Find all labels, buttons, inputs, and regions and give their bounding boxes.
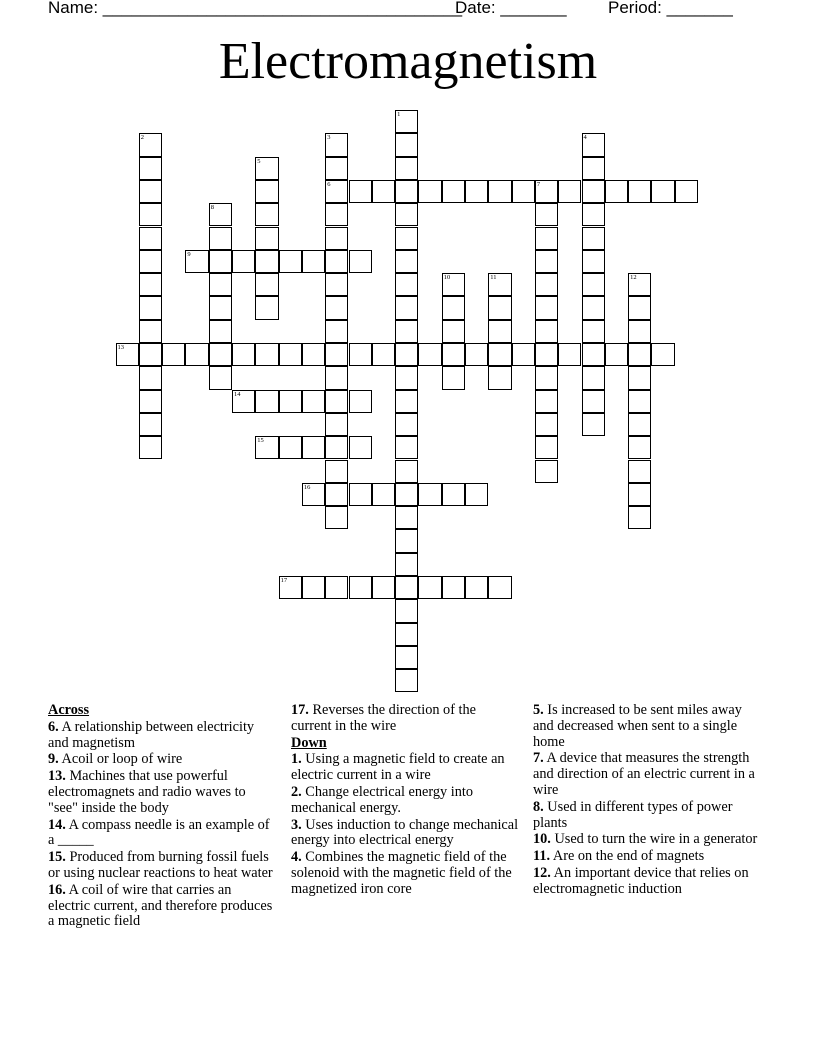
crossword-cell[interactable] [442,320,465,343]
crossword-cell[interactable] [302,390,325,413]
crossword-cell[interactable] [628,343,651,366]
clue-item [48,752,276,768]
clue-item [533,703,761,750]
crossword-cell[interactable] [209,203,232,226]
crossword-cell[interactable] [325,436,348,459]
crossword-cell[interactable] [535,460,558,483]
crossword-cell[interactable] [372,483,395,506]
crossword-cell[interactable] [325,250,348,273]
crossword-cell[interactable] [582,366,605,389]
down-clue-list-continued [533,703,761,898]
crossword-cell[interactable] [465,343,488,366]
crossword-cell[interactable] [488,320,511,343]
crossword-cell[interactable] [395,110,418,133]
clue-item [48,720,276,752]
clue-number: 2 [140,134,145,142]
crossword-cell[interactable] [465,483,488,506]
clue-item-text: Is increased to be sent miles away and decreased when sent to a single home [533,702,742,750]
crossword-cell[interactable] [325,390,348,413]
clue-item [533,832,761,848]
crossword-cell[interactable] [628,366,651,389]
clue-number: 13 [117,344,124,351]
crossword-cell[interactable] [302,436,325,459]
clue-item-text: A device that measures the strength and direction of an electric current in a wire [533,750,755,798]
crossword-cell[interactable] [628,460,651,483]
crossword-cell[interactable] [395,646,418,669]
clue-item [48,883,276,930]
crossword-cell[interactable] [418,343,441,366]
crossword-cell[interactable] [209,366,232,389]
clue-number: 6 [327,180,331,188]
clue-item-text: Produced from burning fossil fuels or using nuclear reactions to heat water [48,849,273,881]
crossword-cell[interactable] [418,180,441,203]
down-clue-list [291,752,519,897]
clue-column-2 [291,702,519,898]
crossword-cell[interactable] [255,157,278,180]
clue-item-text: A relationship between electricity and magnetism [48,718,255,751]
clue-item [533,849,761,865]
crossword-cell[interactable] [232,390,255,413]
crossword-cell[interactable] [325,343,348,366]
crossword-cell[interactable] [255,250,278,273]
crossword-cell[interactable] [582,203,605,226]
crossword-cell[interactable] [442,483,465,506]
clue-item-number: 14. [48,816,66,833]
clue-item-number: 6. [48,718,59,735]
crossword-cell[interactable] [582,227,605,250]
crossword-cell[interactable] [395,320,418,343]
crossword-cell[interactable] [116,343,139,366]
crossword-cell[interactable] [139,390,162,413]
crossword-cell[interactable] [488,180,511,203]
crossword-cell[interactable] [349,436,372,459]
clue-number: 12 [630,274,637,282]
crossword-cell[interactable] [232,343,255,366]
crossword-cell[interactable] [279,436,302,459]
clue-item-number: 1. [291,751,302,768]
crossword-cell[interactable] [325,203,348,226]
crossword-cell[interactable] [325,366,348,389]
crossword-cell[interactable] [558,180,581,203]
clue-item-number: 16. [48,881,66,898]
crossword-cell[interactable] [418,483,441,506]
clue-item-text: Used to turn the wire in a generator [550,831,758,848]
clue-number: 14 [234,390,241,398]
crossword-cell[interactable] [349,576,372,599]
crossword-cell[interactable] [628,180,651,203]
crossword-cell[interactable] [418,576,441,599]
crossword-cell[interactable] [279,250,302,273]
name-field[interactable]: Name: ______________________________________ [48,0,463,17]
crossword-cell[interactable] [325,133,348,156]
clue-number: 7 [536,180,541,188]
crossword-cell[interactable] [395,250,418,273]
clue-number: 3 [327,134,331,142]
crossword-cell[interactable] [325,227,348,250]
crossword-cell[interactable] [535,180,558,203]
clue-number: 4 [583,134,587,142]
crossword-cell[interactable] [372,180,395,203]
crossword-cell[interactable] [395,483,418,506]
clue-item-number: 17. [291,702,309,718]
crossword-cell[interactable] [325,180,348,203]
crossword-cell[interactable] [395,296,418,319]
crossword-cell[interactable] [349,390,372,413]
crossword-cell[interactable] [139,157,162,180]
clue-item-number: 11. [533,848,551,865]
crossword-cell[interactable] [605,343,628,366]
crossword-cell[interactable] [255,436,278,459]
clue-item-text: Acoil or loop of wire [58,751,183,768]
page-title: Electromagnetism [218,33,598,90]
crossword-cell[interactable] [139,203,162,226]
crossword-cell[interactable] [535,250,558,273]
crossword-cell[interactable] [651,180,674,203]
crossword-cell[interactable] [255,273,278,296]
across-clue-list-continued [291,703,519,735]
crossword-cell[interactable] [535,390,558,413]
crossword-cell[interactable] [628,320,651,343]
clue-item-text: Using a magnetic field to create an electric current in a wire [291,751,505,784]
crossword-cell[interactable] [232,250,255,273]
crossword-cell[interactable] [488,296,511,319]
clue-number: 5 [257,157,261,165]
crossword-cell[interactable] [582,320,605,343]
crossword-cell[interactable] [139,320,162,343]
crossword-cell[interactable] [582,180,605,203]
crossword-cell[interactable] [442,180,465,203]
crossword-cell[interactable] [488,366,511,389]
crossword-cell[interactable] [395,576,418,599]
crossword-cell[interactable] [395,599,418,622]
clue-item-number: 8. [533,798,544,815]
crossword-cell[interactable] [535,366,558,389]
crossword-cell[interactable] [395,669,418,692]
clue-item-number: 7. [533,750,544,767]
crossword-cell[interactable] [325,576,348,599]
crossword-cell[interactable] [209,273,232,296]
clue-item-text: Used in different types of power plants [533,798,733,831]
crossword-cell[interactable] [395,553,418,576]
crossword-cell[interactable] [349,343,372,366]
crossword-cell[interactable] [628,506,651,529]
crossword-cell[interactable] [325,157,348,180]
crossword-cell[interactable] [395,227,418,250]
crossword-cell[interactable] [139,250,162,273]
crossword-cell[interactable] [512,343,535,366]
clue-item-text: Change electrical energy into mechanical energy. [291,783,473,816]
clue-item-number: 13. [48,768,66,785]
crossword-cell[interactable] [582,413,605,436]
crossword-cell[interactable] [279,343,302,366]
clue-item [291,818,519,850]
crossword-cell[interactable] [442,343,465,366]
clue-item [291,850,519,897]
crossword-cell[interactable] [535,436,558,459]
crossword-cell[interactable] [465,576,488,599]
clue-item [291,752,519,784]
crossword-cell[interactable] [255,227,278,250]
crossword-cell[interactable] [162,343,185,366]
clue-item-text: Combines the magnetic field of the solenoid with the magnetic field of the magnetized iron core [291,849,512,897]
crossword-cell[interactable] [255,296,278,319]
clue-item [48,769,276,816]
crossword-cell[interactable] [605,180,628,203]
crossword-cell[interactable] [395,413,418,436]
clue-item-text: An important device that relies on electromagnetic induction [533,864,749,897]
crossword-cell[interactable] [535,273,558,296]
clue-item-text: A coil of wire that carries an electric current, and therefore produces a magnetic field [48,881,273,930]
crossword-cell[interactable] [395,390,418,413]
crossword-cell[interactable] [582,390,605,413]
crossword-cell[interactable] [465,180,488,203]
crossword-cell[interactable] [325,460,348,483]
crossword-cell[interactable] [651,343,674,366]
clue-item-number: 3. [291,816,302,833]
crossword-cell[interactable] [535,203,558,226]
across-clue-list [48,720,276,930]
clue-item [48,818,276,850]
crossword-cell[interactable] [325,273,348,296]
crossword-cell[interactable] [442,366,465,389]
crossword-cell[interactable] [372,576,395,599]
crossword-cell[interactable] [558,343,581,366]
crossword-cell[interactable] [488,343,511,366]
clue-column-3 [533,702,761,898]
crossword-cell[interactable] [395,273,418,296]
clue-item-number: 12. [533,864,551,881]
crossword-cell[interactable] [628,436,651,459]
crossword-cell[interactable] [279,576,302,599]
crossword-cell[interactable] [255,343,278,366]
clue-item-number: 9. [48,751,59,768]
crossword-cell[interactable] [302,343,325,366]
crossword-cell[interactable] [139,413,162,436]
crossword-cell[interactable] [139,180,162,203]
crossword-cell[interactable] [395,203,418,226]
crossword-cell[interactable] [255,390,278,413]
crossword-cell[interactable] [395,343,418,366]
crossword-cell[interactable] [535,320,558,343]
crossword-cell[interactable] [395,180,418,203]
crossword-cell[interactable] [185,343,208,366]
crossword-cell[interactable] [442,296,465,319]
crossword-cell[interactable] [349,250,372,273]
crossword-cell[interactable] [139,366,162,389]
crossword-cell[interactable] [582,133,605,156]
crossword-cell[interactable] [442,576,465,599]
crossword-cell[interactable] [488,273,511,296]
clue-item-number: 15. [48,849,66,866]
crossword-cell[interactable] [488,576,511,599]
crossword-cell[interactable] [582,343,605,366]
clue-number: 8 [210,204,214,212]
crossword-cell[interactable] [395,436,418,459]
crossword-cell[interactable] [325,320,348,343]
crossword-cell[interactable] [395,157,418,180]
clue-item [291,785,519,817]
clue-number: 10 [443,274,451,282]
crossword-cell[interactable] [628,390,651,413]
crossword-cell[interactable] [185,250,208,273]
crossword-cell[interactable] [372,343,395,366]
crossword-cell[interactable] [325,483,348,506]
crossword-cell[interactable] [255,180,278,203]
clue-item [291,703,519,735]
clue-item-text: Machines that use powerful electromagnets and radio waves to "see" inside the body [48,768,246,816]
crossword-cell[interactable] [395,529,418,552]
crossword-cell[interactable] [302,250,325,273]
clue-number: 17 [280,577,288,584]
crossword-cell[interactable] [582,296,605,319]
crossword-cell[interactable] [582,157,605,180]
crossword-cell[interactable] [139,227,162,250]
clue-column-1 [48,702,276,930]
crossword-cell[interactable] [628,296,651,319]
crossword-cell[interactable] [628,273,651,296]
clue-item-number: 4. [291,849,302,866]
crossword-cell[interactable] [139,273,162,296]
crossword-cell[interactable] [302,576,325,599]
crossword-cell[interactable] [442,273,465,296]
clue-number: 15 [257,437,264,445]
clue-item-number: 10. [533,831,551,848]
crossword-cell[interactable] [582,250,605,273]
down-heading: Down [291,734,327,751]
crossword-cell[interactable] [349,180,372,203]
crossword-cell[interactable] [395,133,418,156]
crossword-cell[interactable] [209,250,232,273]
crossword-cell[interactable] [139,436,162,459]
clue-item-number: 5. [533,702,544,718]
clue-number: 1 [397,111,401,118]
crossword-cell[interactable] [535,296,558,319]
crossword-cell[interactable] [209,343,232,366]
clue-number: 9 [187,250,191,258]
crossword-cell[interactable] [628,483,651,506]
crossword-cell[interactable] [675,180,698,203]
crossword-cell[interactable] [535,343,558,366]
clue-item [48,850,276,882]
crossword-cell[interactable] [325,506,348,529]
across-heading: Across [48,702,90,718]
date-field[interactable]: Date: _______ [455,0,567,17]
crossword-cell[interactable] [139,133,162,156]
clue-item [533,751,761,798]
crossword-cell[interactable] [535,413,558,436]
crossword-cell[interactable] [139,343,162,366]
clue-item-text: Reverses the direction of the current in the wire [291,702,477,734]
crossword-cell[interactable] [279,390,302,413]
crossword-cell[interactable] [255,203,278,226]
crossword-cell[interactable] [325,296,348,319]
clue-item [533,866,761,898]
crossword-cell[interactable] [302,483,325,506]
clue-item-number: 2. [291,783,302,800]
crossword-cell[interactable] [209,227,232,250]
crossword-cell[interactable] [395,506,418,529]
period-field[interactable]: Period: _______ [608,0,733,17]
crossword-cell[interactable] [349,483,372,506]
crossword-cell[interactable] [139,296,162,319]
clue-item [533,800,761,832]
crossword-cell[interactable] [535,227,558,250]
crossword-cell[interactable] [209,296,232,319]
crossword-cell[interactable] [395,366,418,389]
crossword-cell[interactable] [209,320,232,343]
clue-item-text: A compass needle is an example of a _____ [48,816,270,849]
crossword-cell[interactable] [395,623,418,646]
crossword-cell[interactable] [628,413,651,436]
crossword-cell[interactable] [582,273,605,296]
clue-number: 16 [303,483,311,491]
crossword-cell[interactable] [325,413,348,436]
crossword-cell[interactable] [512,180,535,203]
clue-item-text: Are on the end of magnets [550,848,705,865]
crossword-cell[interactable] [395,460,418,483]
clue-item-text: Uses induction to change mechanical energy into electrical energy [291,816,519,849]
clue-number: 11 [490,274,497,282]
